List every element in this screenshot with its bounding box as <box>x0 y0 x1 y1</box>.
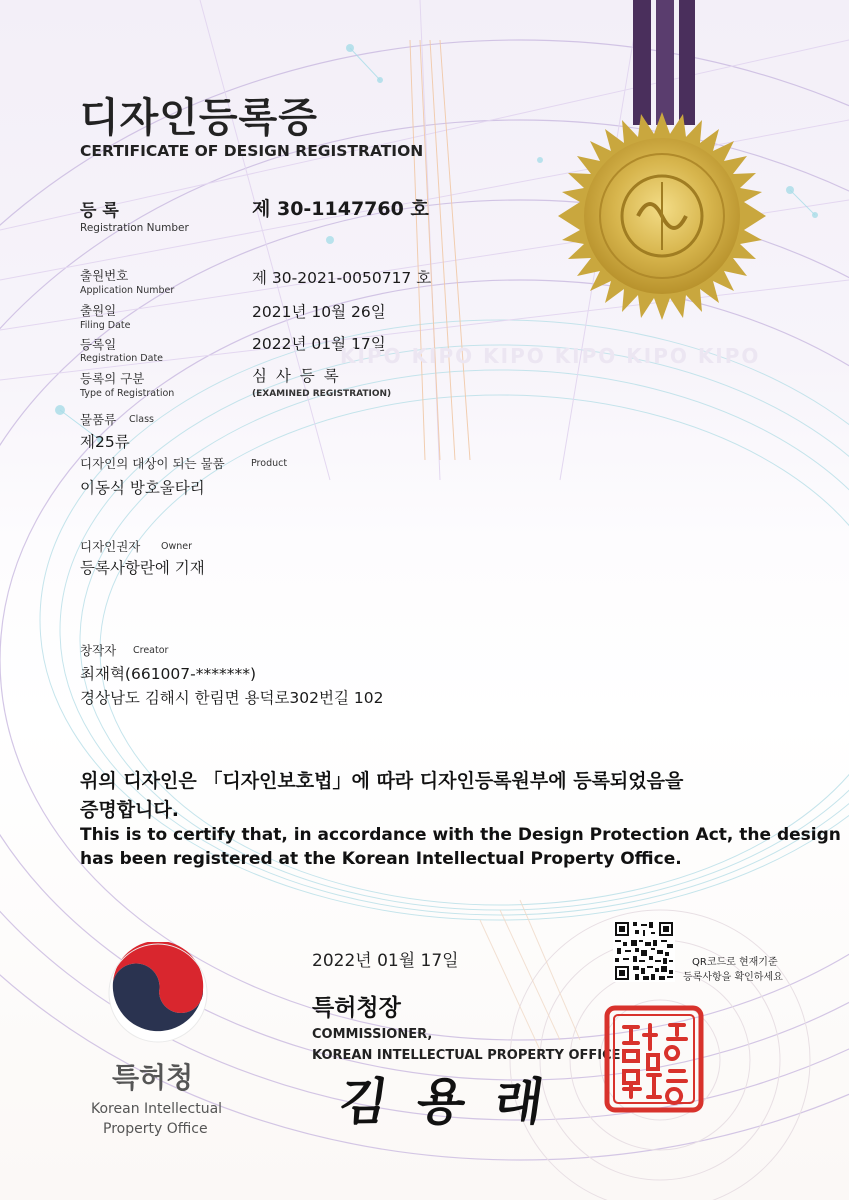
registration-date: 2022년 01월 17일 <box>252 335 386 353</box>
qr-caption-line1: QR코드로 현재기준 <box>692 957 778 968</box>
certification-ko-line1: 위의 디자인은 「디자인보호법」에 따라 디자인등록원부에 등록되었음을 <box>80 770 684 792</box>
logo-en-line1: Korean Intellectual <box>91 1101 223 1117</box>
application-label: 출원번호 <box>80 268 129 283</box>
application-label-en: Application Number <box>80 285 175 296</box>
filing-date-label: 출원일 <box>80 303 117 318</box>
registration-number: 제 30-1147760 호 <box>252 198 429 220</box>
product-label-en: Product <box>251 458 288 469</box>
creator-name: 최재혁(661007-*******) <box>80 665 257 683</box>
certification-en-line1: This is to certify that, in accordance with the Design Protection Act, the design <box>80 825 841 845</box>
seal-text <box>0 1185 5 1186</box>
issue-date: 2022년 01월 17일 <box>312 951 459 971</box>
commissioner-title-en-1: COMMISSIONER, <box>312 1027 433 1042</box>
registration-label: 등 록 <box>80 201 119 221</box>
gold-seal-icon <box>558 112 766 320</box>
filing-date: 2021년 10월 26일 <box>252 303 386 321</box>
creator-label-en: Creator <box>133 645 169 656</box>
class-label-en: Class <box>129 414 154 425</box>
type-value-en: (EXAMINED REGISTRATION) <box>252 389 392 399</box>
ribbon-left <box>633 0 651 125</box>
commissioner-signature: 김 용 래 <box>335 1072 554 1131</box>
type-label: 등록의 구분 <box>80 371 145 386</box>
certificate-title-en: CERTIFICATE OF DESIGN REGISTRATION <box>80 142 424 160</box>
certification-ko-line2: 증명합니다. <box>80 799 179 821</box>
product-value: 이동식 방호울타리 <box>80 479 205 497</box>
logo-en-line2: Property Office <box>103 1121 208 1137</box>
owner-label-en: Owner <box>161 541 193 552</box>
ribbon-center <box>656 0 674 125</box>
commissioner-title-ko: 특허청장 <box>312 995 401 1021</box>
registration-label-en: Registration Number <box>80 222 189 234</box>
owner-value: 등록사항란에 기재 <box>80 559 205 577</box>
qr-code-icon[interactable] <box>613 920 675 982</box>
creator-label: 창작자 <box>80 643 117 658</box>
product-label: 디자인의 대상이 되는 물품 <box>80 456 225 471</box>
filing-date-label-en: Filing Date <box>80 320 131 331</box>
owner-label: 디자인권자 <box>80 539 141 554</box>
registration-date-label: 등록일 <box>80 337 117 352</box>
official-seal-icon <box>604 1005 704 1113</box>
certification-en-line2: has been registered at the Korean Intellectual Property Office. <box>80 849 682 869</box>
creator-address: 경상남도 김해시 한림면 용덕로302번길 102 <box>80 689 384 707</box>
class-label: 물품류 <box>80 412 117 427</box>
type-label-en: Type of Registration <box>80 388 175 399</box>
ribbon-right <box>679 0 695 125</box>
class-value: 제25류 <box>80 433 130 451</box>
type-value: 심 사 등 록 <box>252 367 341 385</box>
kipo-logo-icon <box>107 942 209 1044</box>
registration-date-label-en: Registration Date <box>80 353 164 364</box>
logo-ko: 특허청 <box>112 1061 194 1094</box>
application-number: 제 30-2021-0050717 호 <box>252 269 432 287</box>
commissioner-title-en-2: KOREAN INTELLECTUAL PROPERTY OFFICE <box>312 1048 621 1063</box>
certificate-title: 디자인등록증 <box>80 95 318 141</box>
qr-caption-line2: 등록사항을 확인하세요 <box>683 972 783 983</box>
kipo-watermark: KIPO KIPO KIPO KIPO KIPO KIPO <box>340 344 761 368</box>
